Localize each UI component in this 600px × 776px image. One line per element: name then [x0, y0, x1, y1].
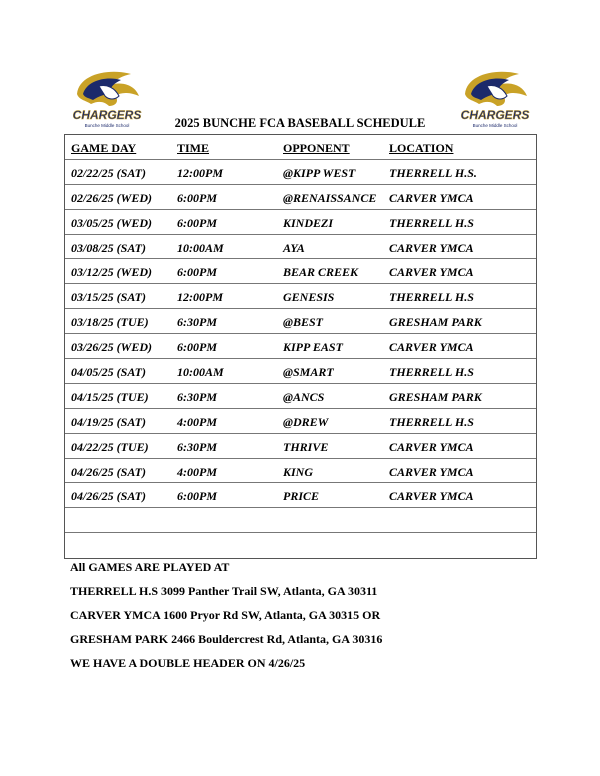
table-row	[65, 533, 536, 558]
game-day-cell: 03/18/25 (TUE)	[71, 315, 149, 330]
location-cell: GRESHAM PARK	[389, 315, 482, 330]
opponent-cell: THRIVE	[283, 439, 329, 454]
table-row	[65, 309, 536, 334]
table-row	[65, 334, 536, 359]
header-time: TIME	[177, 141, 210, 155]
note-line: CARVER YMCA 1600 Pryor Rd SW, Atlanta, GA 30315 OR	[70, 608, 381, 622]
opponent-cell: KINDEZI	[283, 215, 334, 230]
logo-wordmark: CHARGERS	[460, 108, 530, 122]
table-row	[65, 259, 536, 284]
table-row	[65, 409, 536, 434]
game-day-cell: 03/05/25 (WED)	[71, 215, 152, 230]
location-cell: THERRELL H.S	[389, 215, 474, 230]
header-location: LOCATION	[389, 141, 454, 155]
location-notes	[70, 560, 382, 680]
table-row	[65, 210, 536, 235]
table-row	[65, 384, 536, 409]
time-cell: 10:00AM	[177, 365, 224, 380]
location-cell: CARVER YMCA	[389, 464, 474, 479]
time-cell: 6:30PM	[177, 439, 217, 454]
location-cell: CARVER YMCA	[389, 489, 474, 504]
table-row	[65, 459, 536, 484]
time-cell: 6:00PM	[177, 265, 217, 280]
table-row	[65, 235, 536, 260]
location-cell: CARVER YMCA	[389, 240, 474, 255]
time-cell: 4:00PM	[177, 464, 217, 479]
game-day-cell: 03/15/25 (SAT)	[71, 290, 147, 305]
location-cell: CARVER YMCA	[389, 340, 474, 355]
time-cell: 4:00PM	[177, 414, 217, 429]
note-line: All GAMES ARE PLAYED AT	[70, 560, 230, 574]
note-line: THERRELL H.S 3099 Panther Trail SW, Atlanta, GA 30311	[70, 584, 378, 598]
game-day-cell: 04/26/25 (SAT)	[71, 464, 147, 479]
location-cell: CARVER YMCA	[389, 439, 474, 454]
time-cell: 12:00PM	[177, 290, 223, 305]
opponent-cell: AYA	[283, 240, 305, 255]
opponent-cell: BEAR CREEK	[283, 265, 359, 280]
game-day-cell: 04/22/25 (TUE)	[71, 439, 149, 454]
opponent-cell: KIPP EAST	[283, 340, 343, 355]
time-cell: 6:00PM	[177, 190, 217, 205]
location-cell: CARVER YMCA	[389, 265, 474, 280]
location-cell: GRESHAM PARK	[389, 389, 482, 404]
table-row	[65, 284, 536, 309]
time-cell: 12:00PM	[177, 165, 223, 180]
opponent-cell: GENESIS	[283, 290, 335, 305]
table-row	[65, 508, 536, 533]
location-cell: THERRELL H.S	[389, 365, 474, 380]
note-line: GRESHAM PARK 2466 Bouldercrest Rd, Atlanta, GA 30316	[70, 632, 383, 646]
game-day-cell: 04/15/25 (TUE)	[71, 389, 149, 404]
game-day-cell: 02/22/25 (SAT)	[71, 165, 147, 180]
time-cell: 6:30PM	[177, 389, 217, 404]
opponent-cell: @RENAISSANCE	[283, 190, 377, 205]
game-day-cell: 03/08/25 (SAT)	[71, 240, 147, 255]
location-cell: CARVER YMCA	[389, 190, 474, 205]
time-cell: 6:30PM	[177, 315, 217, 330]
table-row	[65, 185, 536, 210]
opponent-cell: PRICE	[283, 489, 320, 504]
note-line: WE HAVE A DOUBLE HEADER ON 4/26/25	[70, 656, 306, 670]
time-cell: 6:00PM	[177, 340, 217, 355]
time-cell: 10:00AM	[177, 240, 224, 255]
logo-subtitle: Bunche Middle School	[472, 123, 518, 128]
opponent-cell: @ANCS	[283, 389, 325, 404]
time-cell: 6:00PM	[177, 489, 217, 504]
location-cell: THERRELL H.S	[389, 414, 474, 429]
table-row	[65, 483, 536, 508]
opponent-cell: @KIPP WEST	[283, 165, 356, 180]
table-row	[65, 359, 536, 384]
game-day-cell: 04/05/25 (SAT)	[71, 365, 147, 380]
opponent-cell: @BEST	[283, 315, 323, 330]
opponent-cell: KING	[283, 464, 314, 479]
table-row	[65, 434, 536, 459]
location-cell: THERRELL H.S	[389, 290, 474, 305]
header-game-day: GAME DAY	[71, 141, 137, 155]
logo-subtitle: Bunche Middle School	[84, 123, 130, 128]
header-opponent: OPPONENT	[283, 141, 350, 155]
logo-wordmark: CHARGERS	[72, 108, 142, 122]
opponent-cell: @SMART	[283, 365, 334, 380]
game-day-cell: 03/12/25 (WED)	[71, 265, 152, 280]
opponent-cell: @DREW	[283, 414, 329, 429]
game-day-cell: 04/19/25 (SAT)	[71, 414, 147, 429]
schedule-title: 2025 BUNCHE FCA BASEBALL SCHEDULE	[174, 116, 426, 130]
schedule-table	[64, 134, 537, 559]
table-row	[65, 160, 536, 185]
game-day-cell: 03/26/25 (WED)	[71, 340, 152, 355]
location-cell: THERRELL H.S.	[389, 165, 477, 180]
game-day-cell: 04/26/25 (SAT)	[71, 489, 147, 504]
table-header-row	[65, 135, 536, 160]
time-cell: 6:00PM	[177, 215, 217, 230]
game-day-cell: 02/26/25 (WED)	[71, 190, 152, 205]
